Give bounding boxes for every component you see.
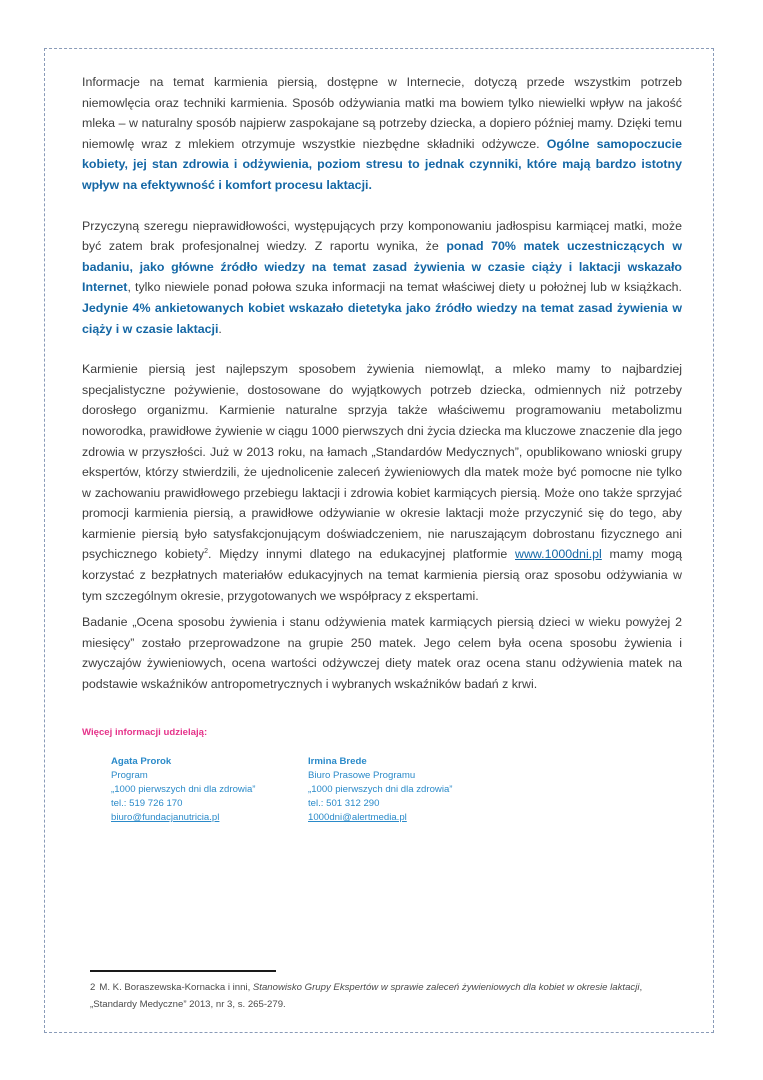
footnote-rest: , „Standardy Medyczne” 2013, nr 3, s. 265-279. (90, 982, 643, 1010)
paragraph-4 (82, 612, 682, 694)
paragraph-2 (82, 216, 682, 340)
text-run: Karmienie piersią jest najlepszym sposobem żywienia niemowląt, a mleko mamy to najbardziej specjalistyczne pożywienie, dostosowane do wyjątkowych potrzeb dziecka, odmiennych niż potrzeby dorosłego organizmu. Karmienie naturalne sprzyja także właściwemu programowaniu metabolizmu noworodka, prawidłowe żywienie w ciągu 1000 pierwszych dni życia dziecka ma kluczowe znaczenie dla jego zdrowia w przyszłości. Już w 2013 roku, na łamach „Standardów Medycznych”, opublikowano wnioski grupy ekspertów, którzy stwierdzili, że ujednolicenie zaleceń żywieniowych dla matek może być pomocne nie tylko w zachowaniu prawidłowego przebiegu laktacji i zdrowia kobiet karmiących piersią. Może ono także sprzyjać promocji karmienia piersią, a prawidłowe odżywianie w okresie laktacji może przyczynić się do tego, aby karmienie piersią było satysfakcjonującym doświadczeniem, nie naruszającym dobrostanu fizycznego ani psychicznego kobiety (82, 362, 682, 562)
contact-program: „1000 pierwszych dni dla zdrowia” (308, 784, 453, 795)
contact-card-2 (308, 755, 453, 825)
text-run: Badanie „Ocena sposobu żywienia i stanu odżywienia matek karmiących piersią dzieci w wieku powyżej 2 miesięcy” zostało przeprowadzone na grupie 250 matek. Jego celem była ocena sposobu żywienia i zwyczajów żywieniowych, ocena wartości odżywczej diety matek oraz ocena stanu odżywienia matek na podstawie wskaźników antropometrycznych i wybranych wskaźników badań z krwi. (82, 615, 682, 692)
contact-program: „1000 pierwszych dni dla zdrowia” (111, 784, 256, 795)
contact-name: Agata Prorok (111, 756, 172, 767)
text-run: . (218, 321, 222, 336)
footnote-title: Stanowisko Grupy Ekspertów w sprawie zaleceń żywieniowych dla kobiet w okresie laktacji (252, 982, 640, 993)
contact-email-link[interactable]: biuro@fundacjanutricia.pl (111, 812, 220, 823)
text-run: . Między innymi dlatego na edukacyjnej platformie (208, 547, 515, 562)
highlighted-text: Jedynie 4% ankietowanych kobiet wskazało dietetyka jako źródło wiedzy na temat zasad żywienia w ciąży i w czasie laktacji (82, 300, 682, 336)
footnote-separator (90, 970, 276, 972)
contact-name: Irmina Brede (308, 756, 367, 767)
text-run: Przyczyną szeregu nieprawidłowości, występujących przy komponowaniu jadłospisu karmiącej matki, może być zatem brak profesjonalnej wiedzy. Z raportu wynika, że (82, 218, 682, 254)
text-run: mamy mogą korzystać z bezpłatnych materiałów edukacyjnych na temat karmienia piersią oraz sposobu odżywiania w tym szczególnym okresie, przygotowanych we współpracy z ekspertami. (82, 547, 683, 603)
highlighted-text: Ogólne samopoczucie kobiety, jej stan zdrowia i odżywienia, poziom stresu to jednak czynniki, które mają bardzo istotny wpływ na efektywność i komfort procesu laktacji. (82, 136, 682, 192)
text-run: Informacje na temat karmienia piersią, dostępne w Internecie, dotyczą przede wszystkim potrzeb niemowlęcia oraz techniki karmienia. Sposób odżywiania matki ma bowiem tylko niewielki wpływ na jakość mleka – w naturalny sposób najpierw zaspokajane są potrzeby dziecka, a dopiero później mamy. Dzięki temu niemowlę wraz z mlekiem otrzymuje wszystkie niezbędne składniki odżywcze. (82, 75, 682, 151)
contact-phone: tel.: 519 726 170 (111, 798, 183, 809)
highlighted-text: ponad 70% matek uczestniczących w badaniu, jako główne źródło wiedzy na temat zasad żywienia w czasie ciąży i laktacji wskazało Internet (82, 239, 682, 295)
paragraph-3 (82, 359, 682, 606)
text-run: , tylko niewiele ponad połowa szuka informacji na temat właściwej diety u położnej lub w książkach. (127, 280, 682, 295)
contact-email-link[interactable]: 1000dni@alertmedia.pl (308, 812, 407, 823)
contact-org: Program (111, 770, 148, 781)
article-body (82, 72, 682, 695)
contact-org: Biuro Prasowe Programu (308, 770, 416, 781)
footnote-author: M. K. Boraszewska-Kornacka i inni, (99, 982, 253, 993)
paragraph-1 (82, 72, 682, 196)
website-link[interactable]: www.1000dni.pl (515, 547, 602, 562)
footnote-number: 2 (90, 982, 96, 993)
footnote-reference: 2 (204, 548, 208, 556)
contacts-heading: Więcej informacji udzielają: (82, 727, 208, 738)
footnote (90, 979, 690, 1013)
contact-phone: tel.: 501 312 290 (308, 798, 380, 809)
contact-card-1 (111, 755, 256, 825)
